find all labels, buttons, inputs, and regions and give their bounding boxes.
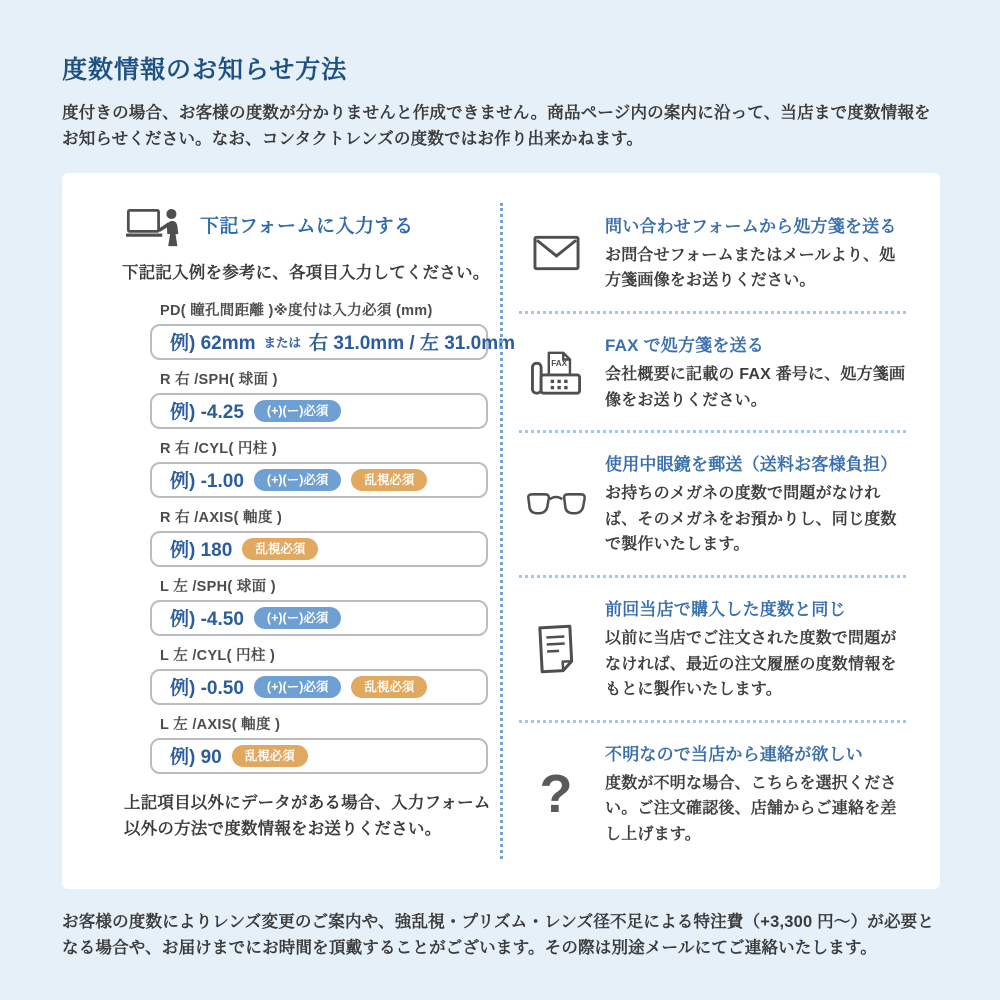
method-divider [519, 430, 906, 433]
info-card [62, 173, 940, 889]
field-r-axis [150, 506, 488, 567]
astigmatism-required-badge: 乱視必須 [351, 676, 427, 699]
field-l-sph [150, 575, 488, 636]
intro-text: 度付きの場合、お客様の度数が分かりませんと作成できません。商品ページ内の案内に沿って、当店まで度数情報をお知らせください。なお、コンタクトレンズの度数ではお作り出来かねます。 [62, 104, 931, 149]
form-entry-icon [126, 203, 182, 247]
method-divider [519, 311, 906, 314]
method-text [605, 740, 906, 848]
glasses-icon [519, 491, 593, 517]
field-example-box [150, 531, 488, 567]
field-r-sph [150, 368, 488, 429]
astigmatism-required-badge: 乱視必須 [351, 469, 427, 492]
field-example-box [150, 393, 488, 429]
question-icon [519, 763, 593, 825]
field-example-value: 例) 62mm [170, 333, 256, 355]
field-example-value: 例) 90 [170, 747, 222, 769]
method-contact-form [519, 199, 906, 307]
method-text [605, 331, 906, 413]
envelope-icon [519, 235, 593, 271]
field-label: L 左 /AXIS( 軸度 ) [160, 716, 281, 733]
field-example-value: 例) -1.00 [170, 471, 244, 493]
field-label: L 左 /CYL( 円柱 ) [160, 647, 276, 664]
field-l-cyl [150, 644, 488, 705]
method-text [605, 212, 906, 294]
field-example-box [150, 738, 488, 774]
form-heading: 下記フォームに入力する [200, 216, 414, 238]
method-heading: 使用中眼鏡を郵送（送料お客様負担） [605, 455, 898, 475]
astigmatism-required-badge: 乱視必須 [232, 745, 308, 768]
method-heading: 問い合わせフォームから処方箋を送る [605, 216, 897, 236]
method-body: 会社概要に記載の FAX 番号に、処方箋画像をお送りください。 [605, 365, 906, 409]
fax-icon-label: FAX [550, 359, 567, 369]
method-heading: 前回当店で購入した度数と同じ [605, 599, 846, 619]
astigmatism-required-badge: 乱視必須 [242, 538, 318, 561]
field-example-box [150, 462, 488, 498]
plus-minus-required-badge: (+)(ー)必須 [254, 400, 341, 423]
method-body: お持ちのメガネの度数で問題がなければ、そのメガネをお預かりし、同じ度数で製作いたします。 [605, 485, 897, 554]
method-divider [519, 575, 906, 578]
form-fields [150, 299, 515, 774]
field-example-value: 例) -0.50 [170, 678, 244, 700]
field-label: R 右 /CYL( 円柱 ) [160, 440, 277, 457]
field-label: L 左 /SPH( 球面 ) [160, 578, 276, 595]
page-title: 度数情報のお知らせ方法 [62, 56, 348, 84]
method-body: お問合せフォームまたはメールより、処方箋画像をお送りください。 [605, 246, 896, 290]
method-heading: FAX で処方箋を送る [605, 335, 764, 355]
field-example-box [150, 669, 488, 705]
method-divider [519, 720, 906, 723]
field-example-box [150, 600, 488, 636]
method-heading: 不明なので当店から連絡が欲しい [605, 744, 863, 764]
plus-minus-required-badge: (+)(ー)必須 [254, 607, 341, 630]
field-label: R 右 /AXIS( 軸度 ) [160, 509, 283, 526]
field-pd [150, 299, 515, 360]
field-example-value: 例) -4.50 [170, 609, 244, 631]
field-l-axis [150, 713, 488, 774]
document-icon [519, 624, 593, 674]
field-example-box [150, 324, 515, 360]
field-label: R 右 /SPH( 球面 ) [160, 371, 278, 388]
plus-minus-required-badge: (+)(ー)必須 [254, 676, 341, 699]
field-example-or: または [263, 335, 302, 350]
method-previous-order [519, 582, 906, 716]
method-contact-me [519, 727, 906, 861]
form-header [126, 203, 500, 247]
fax-icon [519, 347, 593, 397]
method-text [605, 450, 906, 558]
field-example-value: 右 31.0mm / 左 31.0mm [309, 333, 515, 355]
question-mark: ? [539, 763, 573, 824]
field-label: PD( 瞳孔間距離 )※度付は入力必須 (mm) [160, 302, 433, 319]
field-example-value: 例) -4.25 [170, 402, 244, 424]
field-example-value: 例) 180 [170, 540, 233, 562]
form-instruction: 下記記入例を参考に、各項目入力してください。 [122, 263, 490, 282]
form-note: 上記項目以外にデータがある場合、入力フォーム以外の方法で度数情報をお送りください。 [124, 793, 491, 839]
method-body: 以前に当店でご注文された度数で問題がなければ、最近の注文履歴の度数情報をもとに製作いたします。 [605, 629, 897, 699]
methods-section [503, 199, 940, 863]
method-mail-glasses [519, 437, 906, 571]
field-r-cyl [150, 437, 488, 498]
footer-note: お客様の度数によりレンズ変更のご案内や、強乱視・プリズム・レンズ径不足による特注費（+3,300 円〜）が必要となる場合や、お届けまでにお時間を頂戴することがございます。その際は別途メールにてご連絡いたします。 [62, 912, 935, 958]
method-fax [519, 318, 906, 426]
method-text [605, 595, 906, 703]
method-body: 度数が不明な場合、こちらを選択ください。ご注文確認後、店舗からご連絡を差し上げます。 [605, 774, 897, 843]
form-section [62, 199, 515, 863]
plus-minus-required-badge: (+)(ー)必須 [254, 469, 341, 492]
